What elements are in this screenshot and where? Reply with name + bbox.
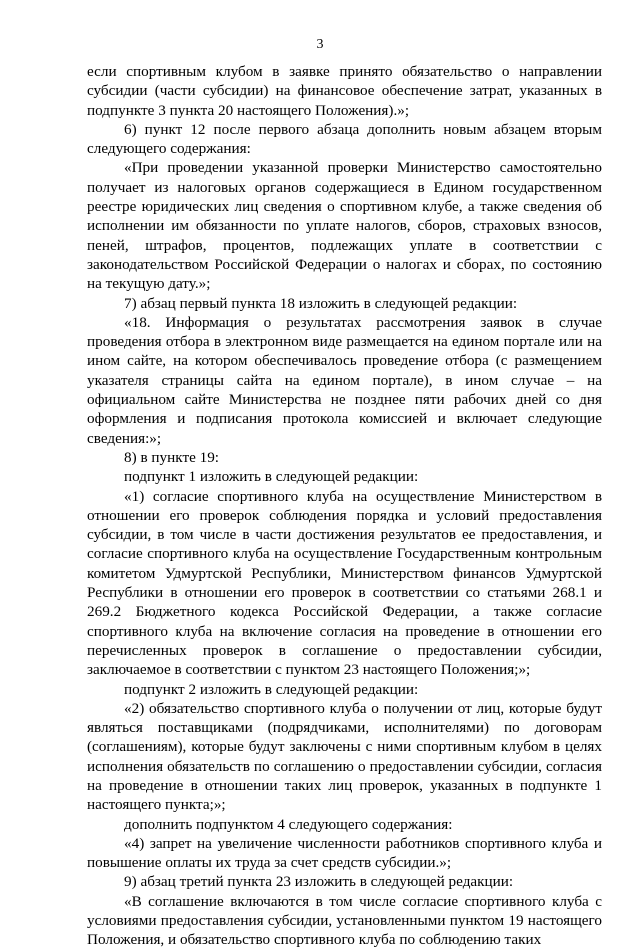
paragraph-quote-item-18: «18. Информация о результатах рассмотрения заявок в случае проведения отбора в электронном виде размещается на едином портале или на ином сайте, на котором обеспечивалось проведение отбора (с размещением указателя страницы сайта на едином портале), в ином случае – на официальном сайте Министерства не позднее пяти рабочих дней со дня оформления и подписания протокола комиссией и включает следующие сведения:»;	[87, 313, 602, 447]
paragraph-item-7: 7) абзац первый пункта 18 изложить в следующей редакции:	[124, 294, 518, 312]
paragraph-subitem-4-intro: дополнить подпунктом 4 следующего содержания:	[124, 815, 453, 833]
paragraph-quote-subitem-2: «2) обязательство спортивного клуба о получении от лиц, которые будут являться поставщиками (подрядчиками, исполнителями) по договорам (соглашениям), которые будут заключены с ними спортивным клубом в целях исполнения обязательств по соглашению о предоставлении субсидии, согласия на проведение в отношении таких лиц проверок, указанных в подпункте 1 настоящего пункта;»;	[87, 699, 602, 814]
paragraph-item-8: 8) в пункте 19:	[124, 448, 220, 466]
paragraph-quote-item-23: «В соглашение включаются в том числе согласие спортивного клуба с условиями предоставления субсидии, установленными пунктом 19 настоящего Положения, и обязательство спортивного клуба по соблюдению таких	[87, 892, 602, 949]
paragraph-quote-verification: «При проведении указанной проверки Министерство самостоятельно получает из налоговых органов содержащиеся в Едином государственном реестре юридических лиц сведения о спортивном клубе, а также сведения об исполнении им обязанности по уплате налогов, сборов, страховых взносов, пеней, штрафов, процентов, подлежащих уплате в соответствии с законодательством Российской Федерации о налогах и сборах, по состоянию на текущую дату.»;	[87, 159, 602, 293]
paragraph-subitem-2-intro: подпункт 2 изложить в следующей редакции:	[124, 680, 419, 698]
paragraph-continuation: если спортивным клубом в заявке принято обязательство о направлении субсидии (части субсидии) на финансовое обеспечение затрат, указанных в подпункте 3 пункта 20 настоящего Положения).»;	[87, 63, 602, 119]
page-number: 3	[316, 37, 324, 52]
paragraph-item-9: 9) абзац третий пункта 23 изложить в следующей редакции:	[124, 873, 514, 891]
document-body	[87, 62, 602, 950]
paragraph-quote-subitem-1: «1) согласие спортивного клуба на осуществление Министерством в отношении его проверок соблюдения порядка и условий предоставления субсидии, в том числе в части достижения результатов ее предоставления, и согласие спортивного клуба на осуществление Государственным контрольным комитетом Удмуртской Республики, Министерством финансов Удмуртской Республики в отношении его проверок в соответствии со статьями 268.1 и 269.2 Бюджетного кодекса Российской Федерации, а также согласие спортивного клуба на включение согласия на проведение в отношении его перечисленных проверок в соглашение о предоставлении субсидии, заключаемое в соответствии с пунктом 23 настоящего Положения;»;	[87, 487, 602, 679]
paragraph-quote-subitem-4: «4) запрет на увеличение численности работников спортивного клуба и повышение оплаты их труда за счет средств субсидии.»;	[87, 834, 602, 872]
paragraph-item-6: 6) пункт 12 после первого абзаца дополнить новым абзацем вторым следующего содержания:	[87, 120, 602, 158]
paragraph-subitem-1-intro: подпункт 1 изложить в следующей редакции:	[124, 468, 419, 486]
